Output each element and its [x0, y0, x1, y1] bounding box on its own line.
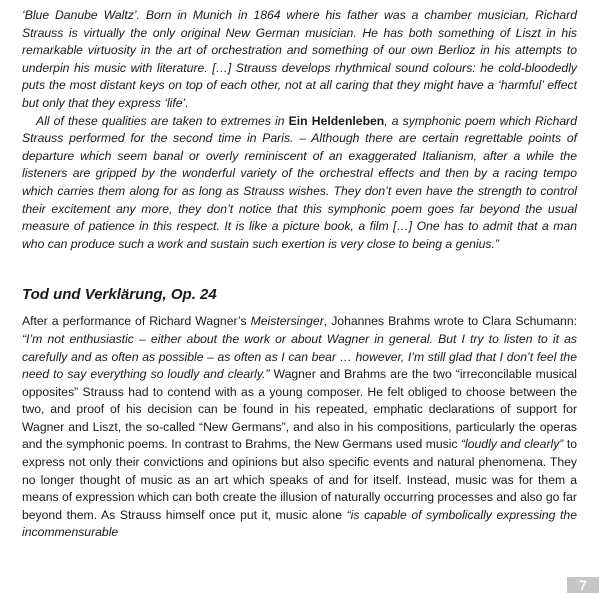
- paragraph-2: [22, 113, 577, 254]
- paragraph-3-text-b: , Johannes Brahms wrote to Clara Schumann:: [323, 314, 577, 329]
- page-number: 7: [567, 577, 599, 593]
- paragraph-1: [22, 7, 577, 113]
- document-body: [22, 7, 577, 542]
- paragraph-2-text-b: , a symphonic poem which Richard Strauss performed for the second time in Paris. – Although there are certain regrettable points of departure which seem banal or overly reminiscent of an exaggerated Italianism, after a while the listeners are gripped by the wonderful variety of the orchestral effects and then by a racing tempo which carries them along for as long as Strauss wishes. They don’t even have the strength to control their excitement any more, they don’t notice that this symphonic poem goes far beyond the usual measure of patience in this respect. It is like a picture book, a film […] One has to admit that a man who can produce such a work and sustain such exertion is very close to being a genius.”: [22, 113, 577, 251]
- loudly-clearly-quote: “loudly and clearly”: [460, 437, 564, 452]
- work-title-ein-heldenleben: Ein Heldenleben: [288, 113, 385, 128]
- strauss-quote: “is capable of symbolically expressing the incommensurable: [22, 507, 577, 540]
- paragraph-1-text: ‘Blue Danube Waltz’. Born in Munich in 1864 where his father was a chamber musician, Richard Strauss is virtually the only original New German musician. He has both something of Liszt in his remarkable virtuosity in the art of orchestration and something of our own Berlioz in his attempts to underpin his music with literature. […] Strauss develops rhythmical sound colours: he cold-bloodedly puts the most distant keys on top of each other, not at all caring that they might have a ‘harmful’ effect but only that they express ‘life’.: [22, 8, 577, 110]
- paragraph-3-text-c: Wagner and Brahms are the two “irreconcilable musical opposites” Strauss had to contend with as a young composer. He felt obliged to choose between the two, and proof of his decision can be found in his repeated, emphatic declarations of support for Wagner and Liszt, the so-called “New Germans”, and also in his compositions, particularly the operas and the symphonic poems. In contrast to Brahms, the New Germans used music: [22, 367, 577, 452]
- paragraph-3-text-a: After a performance of Richard Wagner’s: [22, 314, 251, 329]
- work-title-meistersinger: Meistersinger: [250, 314, 324, 329]
- section-heading: Tod und Verklärung, Op. 24: [22, 286, 217, 304]
- paragraph-3-text-d: to express not only their convictions and opinions but also specific events and natural phenomena. They no longer thought of music as an art which speaks of and for itself. Instead, music was for them a means of expression which can both create the illusion of naturally occurring processes and also go far beyond them. As Strauss himself once put it, music alone: [22, 437, 577, 522]
- paragraph-2-text-a: All of these qualities are taken to extremes in: [36, 113, 289, 128]
- paragraph-3: [22, 313, 577, 542]
- brahms-quote: “I’m not enthusiastic – either about the work or about Wagner in general. But I try to listen to it as carefully and as often as possible – as often as I can bear … however, I’m still glad that I don’t feel the need to say everything so loudly and clearly.”: [22, 331, 577, 382]
